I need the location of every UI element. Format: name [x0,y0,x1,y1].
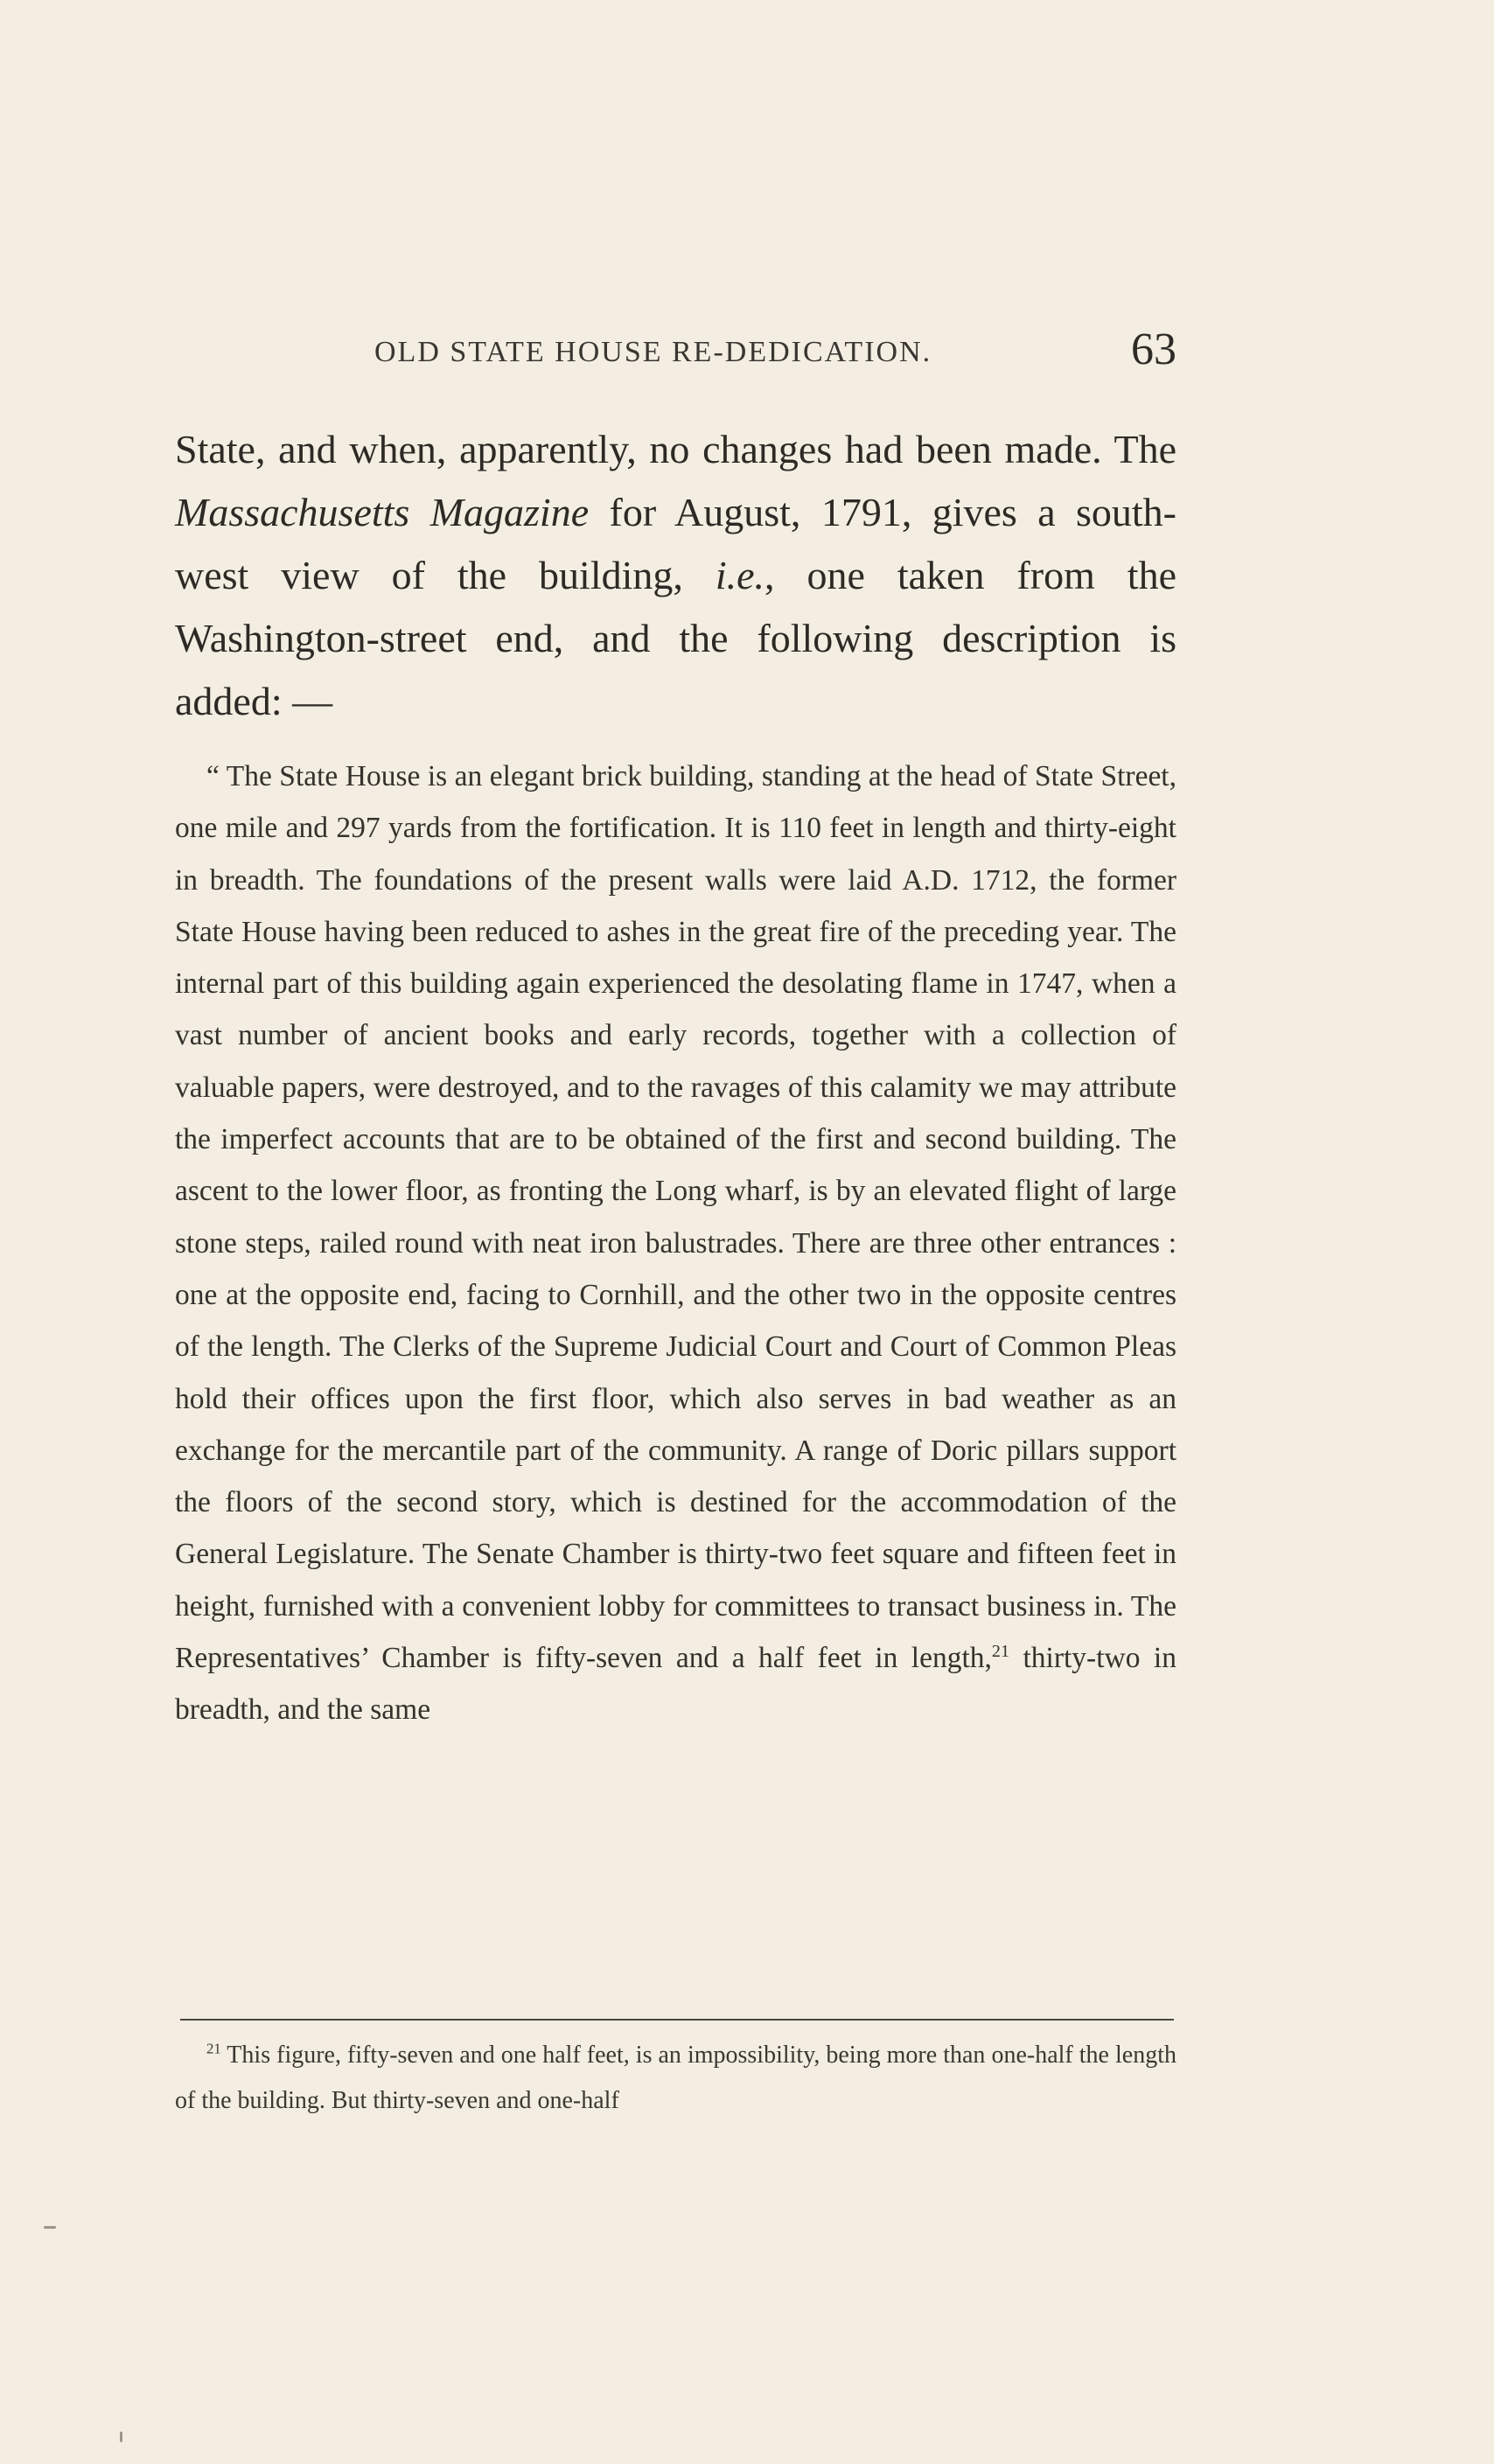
footnote [175,2033,1176,2124]
paper-speck [120,2432,122,2442]
quote-text-main: “ The State House is an elegant brick building, standing at the head of State Street, one mile and 297 yards from the fortification. It is 110 feet in length and thirty-eight in breadth. The foundations of the present walls were laid A.D. 1712, the former State House having been reduced to ashes in the great fire of the preceding year. The internal part of this building again experienced the desolating flame in 1747, when a vast number of ancient books and early records, together with a collection of valuable papers, were destroyed, and to the ravages of this calamity we may attribute the imperfect accounts that are to be obtained of the first and second building. The ascent to the lower floor, as fronting the Long wharf, is by an elevated flight of large stone steps, railed round with neat iron balustrades. There are three other entrances : one at the opposite end, facing to Cornhill, and the other two in the opposite centres of the length. The Clerks of the Supreme Judicial Court and Court of Common Pleas hold their offices upon the first floor, which also serves in bad weather as an exchange for the mercantile part of the community. A range of Doric pillars support the floors of the second story, which is destined for the accommodation of the General Legislature. The Senate Chamber is thirty-two feet square and fifteen feet in height, furnished with a convenient lobby for committees to transact business in. The Representatives’ Chamber is fifty-seven and a half feet in length, [175,760,1176,1675]
footnote-reference: 21 [991,1641,1010,1661]
lead-text-3: , one taken from the Washington-street end, and the following description is added: — [175,553,1176,723]
footnote-text: This figure, fifty-seven and one half feet, is an impossibility, being more than one-half the length of the building. But thirty-seven and one-half [175,2042,1176,2114]
magazine-title: Massachusetts Magazine [175,490,590,534]
lead-paragraph [175,418,1176,733]
footnote-divider [180,2019,1174,2021]
quoted-description [175,750,1176,1736]
quote-paragraph [175,750,1176,1736]
page-number: 63 [1131,325,1176,374]
page-header [175,325,1176,383]
lead-text-2: for August, 1791, gives a south-west view of the building, [175,490,1176,597]
ie-abbreviation: i.e. [715,553,765,597]
lead-text-1: State, and when, apparently, no changes had been made. The [175,427,1176,471]
footnote-paragraph [175,2033,1176,2124]
paper-speck [44,2226,56,2229]
quote-text-end: thirty-two in breadth, and the same [175,1642,1176,1727]
running-head: OLD STATE HOUSE RE-DEDICATION. [374,336,932,368]
footnote-marker: 21 [206,2040,221,2057]
